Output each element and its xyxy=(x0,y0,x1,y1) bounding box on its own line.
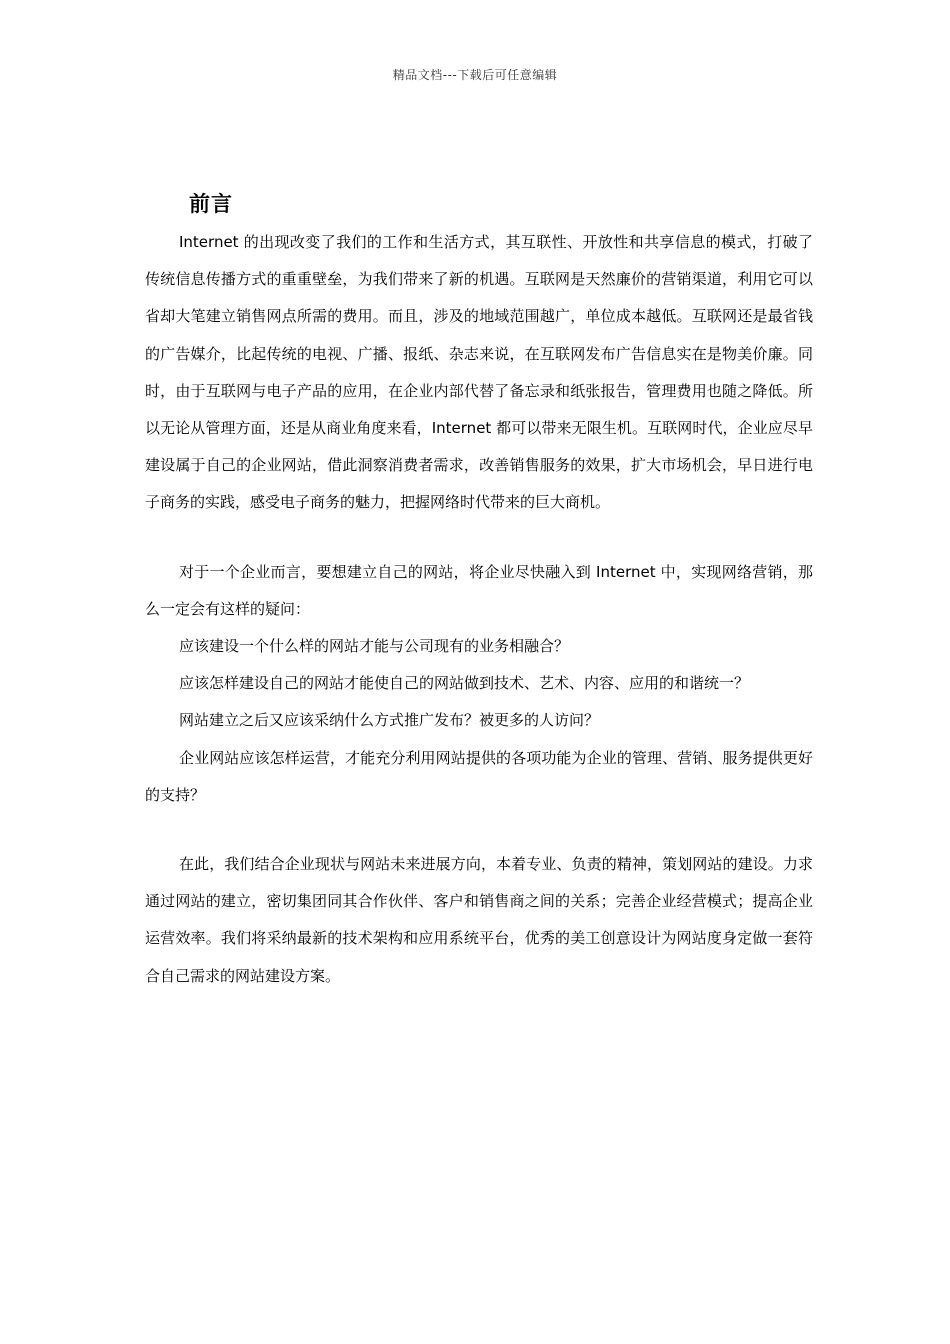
question-item-2: 应该怎样建设自己的网站才能使自己的网站做到技术、艺术、内容、应用的和谐统一？ xyxy=(179,674,750,693)
intro-paragraph: Internet 的出现改变了我们的工作和生活方式，其互联性、开放性和共享信息的模式，打破了传统信息传播方式的重重壁垒，为我们带来了新的机遇。互联网是天然廉价的营销渠道，利用它可以省却大笔建立销售网点所需的费用。而且，涉及的地域范围越广，单位成本越低。互联网还是最省钱的广告媒介，比起传统的电视、广播、报纸、杂志来说，在互联网发布广告信息实在是物美价廉。同时，由于互联网与电子产品的应用，在企业内部代替了备忘录和纸张报告，管理费用也随之降低。所以无论从管理方面，还是从商业角度来看，Internet 都可以带来无限生机。互联网时代，企业应尽早建设属于自己的企业网站，借此洞察消费者需求，改善销售服务的效果，扩大市场机会，早日进行电子商务的实践，感受电子商务的魅力，把握网络时代带来的巨大商机。 xyxy=(145,233,813,512)
document-body xyxy=(145,190,813,995)
question-item-1: 应该建设一个什么样的网站才能与公司现有的业务相融合？ xyxy=(179,637,570,656)
question-item-4: 企业网站应该怎样运营，才能充分利用网站提供的各项功能为企业的管理、营销、服务提供更好的支持？ xyxy=(145,748,813,804)
document-title: 前言 xyxy=(189,192,233,216)
paragraph-spacer xyxy=(145,814,813,846)
paragraph-spacer xyxy=(145,522,813,554)
question-item-3: 网站建立之后又应该采纳什么方式推广发布？被更多的人访问？ xyxy=(179,711,600,730)
page-header-watermark: 精品文档---下载后可任意编辑 xyxy=(392,68,558,82)
conclusion-paragraph: 在此，我们结合企业现状与网站未来进展方向，本着专业、负责的精神，策划网站的建设。力求通过网站的建立，密切集团同其合作伙伴、客户和销售商之间的关系；完善企业经营模式；提高企业运营效率。我们将采纳最新的技术架构和应用系统平台，优秀的美工创意设计为网站度身定做一套符合自己需求的网站建设方案。 xyxy=(145,855,813,985)
questions-intro-paragraph: 对于一个企业而言，要想建立自己的网站，将企业尽快融入到 Internet 中，实现网络营销，那么一定会有这样的疑问： xyxy=(145,562,813,618)
